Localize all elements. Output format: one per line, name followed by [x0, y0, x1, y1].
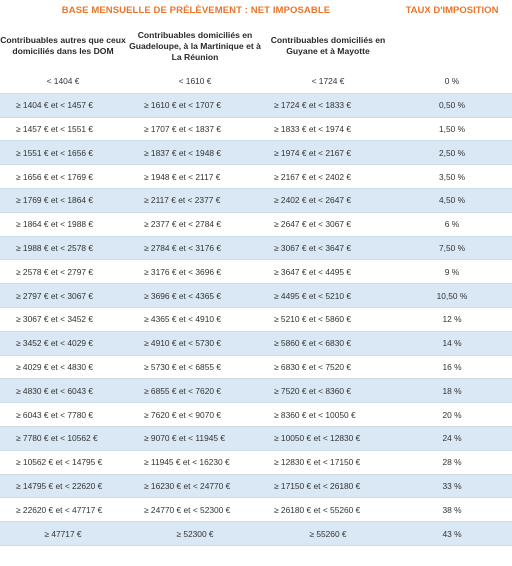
column-header-guyane-mayotte: Contribuables domiciliés en Guyane et à Mayotte [270, 35, 386, 56]
bracket-mainland: < 1404 € [46, 76, 80, 87]
bracket-antilles-reunion: ≥ 11945 € et < 16230 € [144, 457, 230, 468]
bracket-antilles-reunion: ≥ 3696 € et < 4365 € [144, 290, 222, 301]
tax-rate: 24 % [442, 433, 462, 444]
bracket-guyane-mayotte: ≥ 5860 € et < 6830 € [274, 338, 352, 349]
bracket-mainland: ≥ 2797 € et < 3067 € [16, 290, 94, 301]
bracket-antilles-reunion: ≥ 5730 € et < 6855 € [144, 361, 222, 372]
bracket-guyane-mayotte: ≥ 6830 € et < 7520 € [274, 361, 352, 372]
tax-rate: 10,50 % [436, 290, 468, 301]
table-row [0, 427, 512, 451]
bracket-guyane-mayotte: ≥ 1833 € et < 1974 € [274, 123, 352, 134]
bracket-mainland: ≥ 1864 € et < 1988 € [16, 219, 94, 230]
bracket-mainland: ≥ 3067 € et < 3452 € [16, 314, 94, 325]
table-row [0, 356, 512, 380]
bracket-mainland: ≥ 2578 € et < 2797 € [16, 266, 94, 277]
tax-rate: 0,50 % [438, 100, 466, 111]
bracket-antilles-reunion: ≥ 9070 € et < 11945 € [144, 433, 226, 444]
table-row [0, 189, 512, 213]
tax-rate: 2,50 % [438, 147, 466, 158]
table-row [0, 332, 512, 356]
bracket-antilles-reunion: ≥ 1948 € et < 2117 € [144, 171, 221, 182]
bracket-guyane-mayotte: ≥ 10050 € et < 12830 € [274, 433, 361, 444]
column-headers [0, 22, 512, 70]
bracket-mainland: ≥ 4830 € et < 6043 € [16, 385, 94, 396]
bracket-mainland: ≥ 1404 € et < 1457 € [16, 100, 94, 111]
bracket-guyane-mayotte: ≥ 5210 € et < 5860 € [274, 314, 352, 325]
bracket-guyane-mayotte: ≥ 4495 € et < 5210 € [274, 290, 352, 301]
bracket-antilles-reunion: < 1610 € [178, 76, 212, 87]
tax-rate: 28 % [442, 457, 462, 468]
table-row [0, 237, 512, 261]
table-row [0, 403, 512, 427]
bracket-mainland: ≥ 14795 € et < 22620 € [16, 480, 103, 491]
bracket-mainland: ≥ 1656 € et < 1769 € [16, 171, 94, 182]
bracket-antilles-reunion: ≥ 24770 € et < 52300 € [144, 504, 231, 515]
table-row [0, 379, 512, 403]
bracket-antilles-reunion: ≥ 2784 € et < 3176 € [144, 242, 222, 253]
bracket-antilles-reunion: ≥ 2117 € et < 2377 € [144, 195, 221, 206]
bracket-antilles-reunion: ≥ 1707 € et < 1837 € [144, 123, 222, 134]
bracket-antilles-reunion: ≥ 16230 € et < 24770 € [144, 480, 231, 491]
bracket-guyane-mayotte: ≥ 12830 € et < 17150 € [274, 457, 361, 468]
table-row [0, 451, 512, 475]
bracket-antilles-reunion: ≥ 1610 € et < 1707 € [144, 100, 222, 111]
table-row [0, 165, 512, 189]
table-row [0, 498, 512, 522]
table-row [0, 308, 512, 332]
bracket-guyane-mayotte: ≥ 7520 € et < 8360 € [274, 385, 352, 396]
bracket-guyane-mayotte: ≥ 55260 € [309, 528, 347, 539]
bracket-guyane-mayotte: ≥ 26180 € et < 55260 € [274, 504, 361, 515]
tax-rate: 33 % [442, 480, 462, 491]
bracket-mainland: ≥ 47717 € [44, 528, 82, 539]
bracket-guyane-mayotte: ≥ 1974 € et < 2167 € [274, 147, 352, 158]
tax-rate: 1,50 % [438, 123, 466, 134]
table-row [0, 118, 512, 142]
tax-table-body [0, 70, 512, 546]
column-header-mainland: Contribuables autres que ceux domiciliés dans les DOM [0, 35, 126, 56]
bracket-mainland: ≥ 1551 € et < 1656 € [16, 147, 94, 158]
bracket-mainland: ≥ 6043 € et < 7780 € [16, 409, 94, 420]
bracket-mainland: ≥ 4029 € et < 4830 € [16, 361, 94, 372]
table-top-headers [0, 0, 512, 22]
tax-rate: 16 % [442, 361, 462, 372]
tax-rate: 9 % [444, 266, 460, 277]
table-row [0, 70, 512, 94]
bracket-antilles-reunion: ≥ 52300 € [176, 528, 214, 539]
tax-rate: 43 % [442, 528, 462, 539]
bracket-mainland: ≥ 1769 € et < 1864 € [16, 195, 94, 206]
bracket-antilles-reunion: ≥ 7620 € et < 9070 € [144, 409, 222, 420]
table-row [0, 141, 512, 165]
bracket-antilles-reunion: ≥ 4365 € et < 4910 € [144, 314, 222, 325]
base-header: BASE MENSUELLE DE PRÉLÈVEMENT : NET IMPOSABLE [61, 5, 331, 16]
bracket-guyane-mayotte: ≥ 3067 € et < 3647 € [274, 242, 352, 253]
bracket-guyane-mayotte: ≥ 17150 € et < 26180 € [274, 480, 361, 491]
tax-rate: 12 % [442, 314, 462, 325]
bracket-mainland: ≥ 7780 € et < 10562 € [16, 433, 98, 444]
bracket-guyane-mayotte: ≥ 2167 € et < 2402 € [274, 171, 352, 182]
table-row [0, 284, 512, 308]
bracket-mainland: ≥ 3452 € et < 4029 € [16, 338, 94, 349]
table-row [0, 94, 512, 118]
tax-rate: 6 % [444, 219, 460, 230]
rate-header: TAUX D'IMPOSITION [405, 5, 499, 16]
tax-rate: 0 % [444, 76, 460, 87]
tax-rate: 7,50 % [438, 242, 466, 253]
table-row [0, 213, 512, 237]
bracket-antilles-reunion: ≥ 6855 € et < 7620 € [144, 385, 222, 396]
bracket-guyane-mayotte: ≥ 8360 € et < 10050 € [274, 409, 356, 420]
table-row [0, 475, 512, 499]
tax-rate: 20 % [442, 409, 462, 420]
tax-rate: 4,50 % [438, 195, 466, 206]
bracket-guyane-mayotte: ≥ 2402 € et < 2647 € [274, 195, 352, 206]
table-row [0, 522, 512, 546]
column-header-rate-spacer [392, 22, 512, 70]
bracket-antilles-reunion: ≥ 2377 € et < 2784 € [144, 219, 222, 230]
bracket-mainland: ≥ 1457 € et < 1551 € [16, 123, 94, 134]
bracket-mainland: ≥ 10562 € et < 14795 € [16, 457, 103, 468]
tax-rate: 3,50 % [438, 171, 466, 182]
tax-rate: 18 % [442, 385, 462, 396]
table-row [0, 260, 512, 284]
column-header-guadeloupe-martinique-reunion: Contribuables domiciliés en Guadeloupe, à la Martinique et à La Réunion [129, 29, 261, 62]
bracket-guyane-mayotte: ≥ 2647 € et < 3067 € [274, 219, 352, 230]
bracket-antilles-reunion: ≥ 1837 € et < 1948 € [144, 147, 222, 158]
bracket-mainland: ≥ 22620 € et < 47717 € [16, 504, 103, 515]
tax-rate: 38 % [442, 504, 462, 515]
bracket-mainland: ≥ 1988 € et < 2578 € [16, 242, 94, 253]
bracket-guyane-mayotte: < 1724 € [311, 76, 345, 87]
bracket-guyane-mayotte: ≥ 1724 € et < 1833 € [274, 100, 352, 111]
bracket-antilles-reunion: ≥ 4910 € et < 5730 € [144, 338, 222, 349]
bracket-guyane-mayotte: ≥ 3647 € et < 4495 € [274, 266, 352, 277]
tax-rate: 14 % [442, 338, 462, 349]
bracket-antilles-reunion: ≥ 3176 € et < 3696 € [144, 266, 222, 277]
